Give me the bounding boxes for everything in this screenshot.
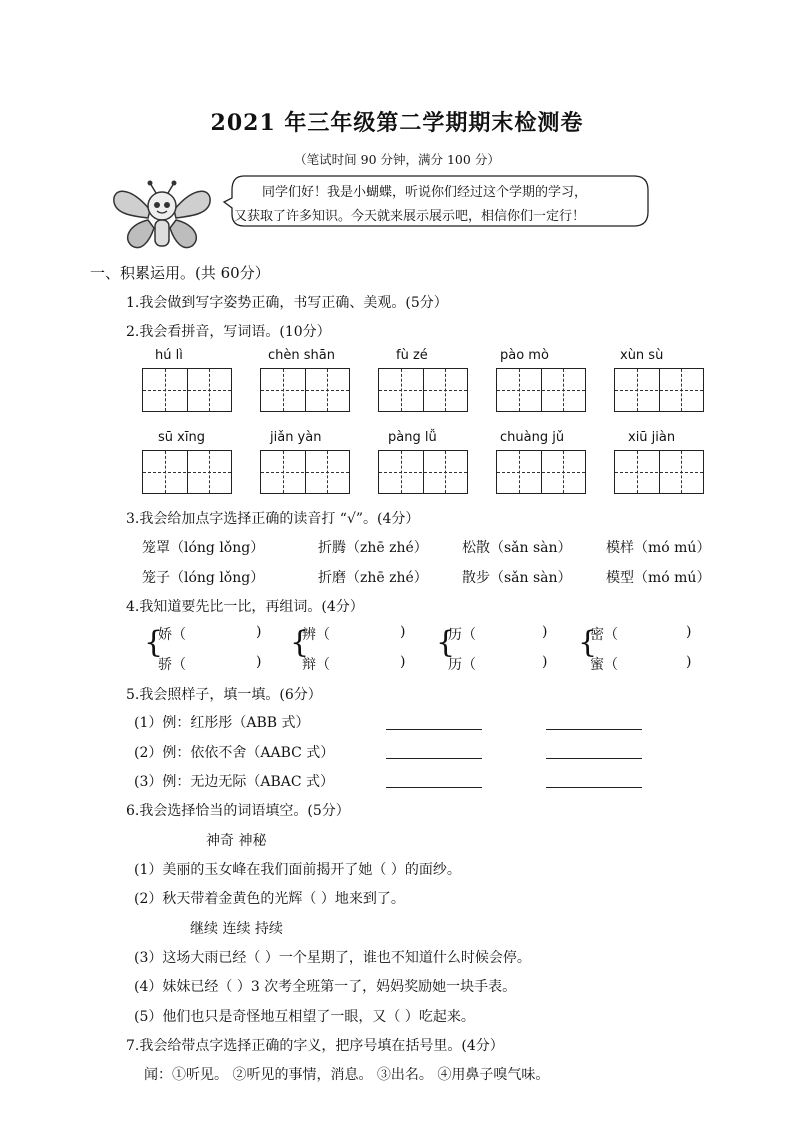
writing-grid[interactable] xyxy=(142,450,232,494)
answer-line[interactable] xyxy=(386,729,482,730)
butterfly-mascot-icon xyxy=(110,180,214,254)
q6-word-choices: 继续 连续 持续 xyxy=(190,921,283,937)
q6-item[interactable]: (4）妹妹已经（ ）3 次考全班第一了，妈妈奖励她一块手表。 xyxy=(134,979,517,995)
q6-item[interactable]: (1）美丽的玉女峰在我们面前揭开了她（ ）的面纱。 xyxy=(134,862,461,878)
brace-icon: { xyxy=(144,625,164,660)
pinyin-10: xiū jiàn xyxy=(628,430,676,445)
pinyin-5: xùn sù xyxy=(620,348,664,363)
writing-grid[interactable] xyxy=(614,450,704,494)
q4-item[interactable]: 密（ xyxy=(590,627,618,643)
writing-grid[interactable] xyxy=(496,368,586,412)
q6-item[interactable]: (3）这场大雨已经（ ）一个星期了，谁也不知道什么时候会停。 xyxy=(134,950,531,966)
question-4: 4.我知道要先比一比，再组词。(4分） xyxy=(126,599,364,615)
bubble-line-1: 同学们好！我是小蝴蝶，听说你们经过这个学期的学习， xyxy=(262,185,588,200)
q4-item[interactable]: 历（ xyxy=(448,657,476,673)
q4-close: ) xyxy=(400,624,406,640)
answer-line[interactable] xyxy=(386,758,482,759)
answer-line[interactable] xyxy=(546,729,642,730)
pinyin-4: pào mò xyxy=(500,348,549,363)
writing-grid[interactable] xyxy=(614,368,704,412)
q4-item[interactable]: 娇（ xyxy=(158,627,186,643)
q3-option[interactable]: 折腾（zhē zhé） xyxy=(318,540,428,556)
question-6: 6.我会选择恰当的词语填空。(5分） xyxy=(126,803,350,819)
exam-subtitle: （笔试时间 90 分钟，满分 100 分） xyxy=(294,152,500,167)
q4-item[interactable]: 辩（ xyxy=(302,657,330,673)
exam-title: 2021 年三年级第二学期期末检测卷 xyxy=(210,110,584,136)
q4-close: ) xyxy=(686,654,692,670)
pinyin-7: jiǎn yàn xyxy=(270,430,322,445)
writing-grid[interactable] xyxy=(496,450,586,494)
q4-close: ) xyxy=(542,654,548,670)
q3-option[interactable]: 模样（mó mú） xyxy=(606,540,711,556)
answer-line[interactable] xyxy=(386,787,482,788)
q4-close: ) xyxy=(256,624,262,640)
q4-item[interactable]: 辨（ xyxy=(302,627,330,643)
q4-item[interactable]: 骄（ xyxy=(158,657,186,673)
question-2: 2.我会看拼音，写词语。(10分） xyxy=(126,324,331,340)
brace-icon: { xyxy=(290,625,310,660)
question-5: 5.我会照样子，填一填。(6分） xyxy=(126,687,322,703)
pinyin-1: hú lì xyxy=(155,348,183,363)
q3-option[interactable]: 折磨（zhē zhé） xyxy=(318,570,428,586)
q3-option[interactable]: 笼子（lóng lǒng） xyxy=(142,570,265,586)
q4-close: ) xyxy=(256,654,262,670)
q3-option[interactable]: 松散（sǎn sàn） xyxy=(462,540,572,556)
writing-grid[interactable] xyxy=(378,368,468,412)
q4-close: ) xyxy=(542,624,548,640)
brace-icon: { xyxy=(578,625,598,660)
q4-item[interactable]: 蜜（ xyxy=(590,657,618,673)
q3-option[interactable]: 模型（mó mú） xyxy=(606,570,711,586)
question-7: 7.我会给带点字选择正确的字义，把序号填在括号里。(4分） xyxy=(126,1038,504,1054)
pinyin-9: chuàng jǔ xyxy=(500,430,565,445)
q5-item: (1）例：红彤彤（ABB 式） xyxy=(134,715,310,731)
q7-definitions: 闻：①听见。 ②听见的事情，消息。 ③出名。 ④用鼻子嗅气味。 xyxy=(144,1067,550,1083)
bubble-line-2: 又获取了许多知识。今天就来展示展示吧，相信你们一定行！ xyxy=(234,209,586,224)
writing-grid[interactable] xyxy=(378,450,468,494)
pinyin-3: fù zé xyxy=(396,348,428,363)
pinyin-6: sū xīng xyxy=(158,430,205,445)
pinyin-2: chèn shān xyxy=(268,348,335,363)
question-3: 3.我会给加点字选择正确的读音打 “√”。(4分） xyxy=(126,511,420,527)
q6-word-choices: 神奇 神秘 xyxy=(206,833,267,849)
answer-line[interactable] xyxy=(546,787,642,788)
question-1: 1.我会做到写字姿势正确，书写正确、美观。(5分） xyxy=(126,295,448,311)
answer-line[interactable] xyxy=(546,758,642,759)
writing-grid[interactable] xyxy=(260,450,350,494)
writing-grid[interactable] xyxy=(260,368,350,412)
q3-option[interactable]: 散步（sǎn sàn） xyxy=(462,570,572,586)
q3-option[interactable]: 笼罩（lóng lǒng） xyxy=(142,540,265,556)
q6-item[interactable]: (5）他们也只是奇怪地互相望了一眼，又（ ）吃起来。 xyxy=(134,1009,475,1025)
q4-close: ) xyxy=(686,624,692,640)
pinyin-8: pàng lǚ xyxy=(388,430,437,445)
q5-item: (2）例：依依不舍（AABC 式） xyxy=(134,745,335,761)
q5-item: (3）例：无边无际（ABAC 式） xyxy=(134,774,335,790)
q4-close: ) xyxy=(400,654,406,670)
brace-icon: { xyxy=(436,625,456,660)
q4-item[interactable]: 历（ xyxy=(448,627,476,643)
section-1-heading: 一、积累运用。(共 60分） xyxy=(90,264,270,282)
q6-item[interactable]: (2）秋天带着金黄色的光辉（ ）地来到了。 xyxy=(134,891,405,907)
writing-grid[interactable] xyxy=(142,368,232,412)
